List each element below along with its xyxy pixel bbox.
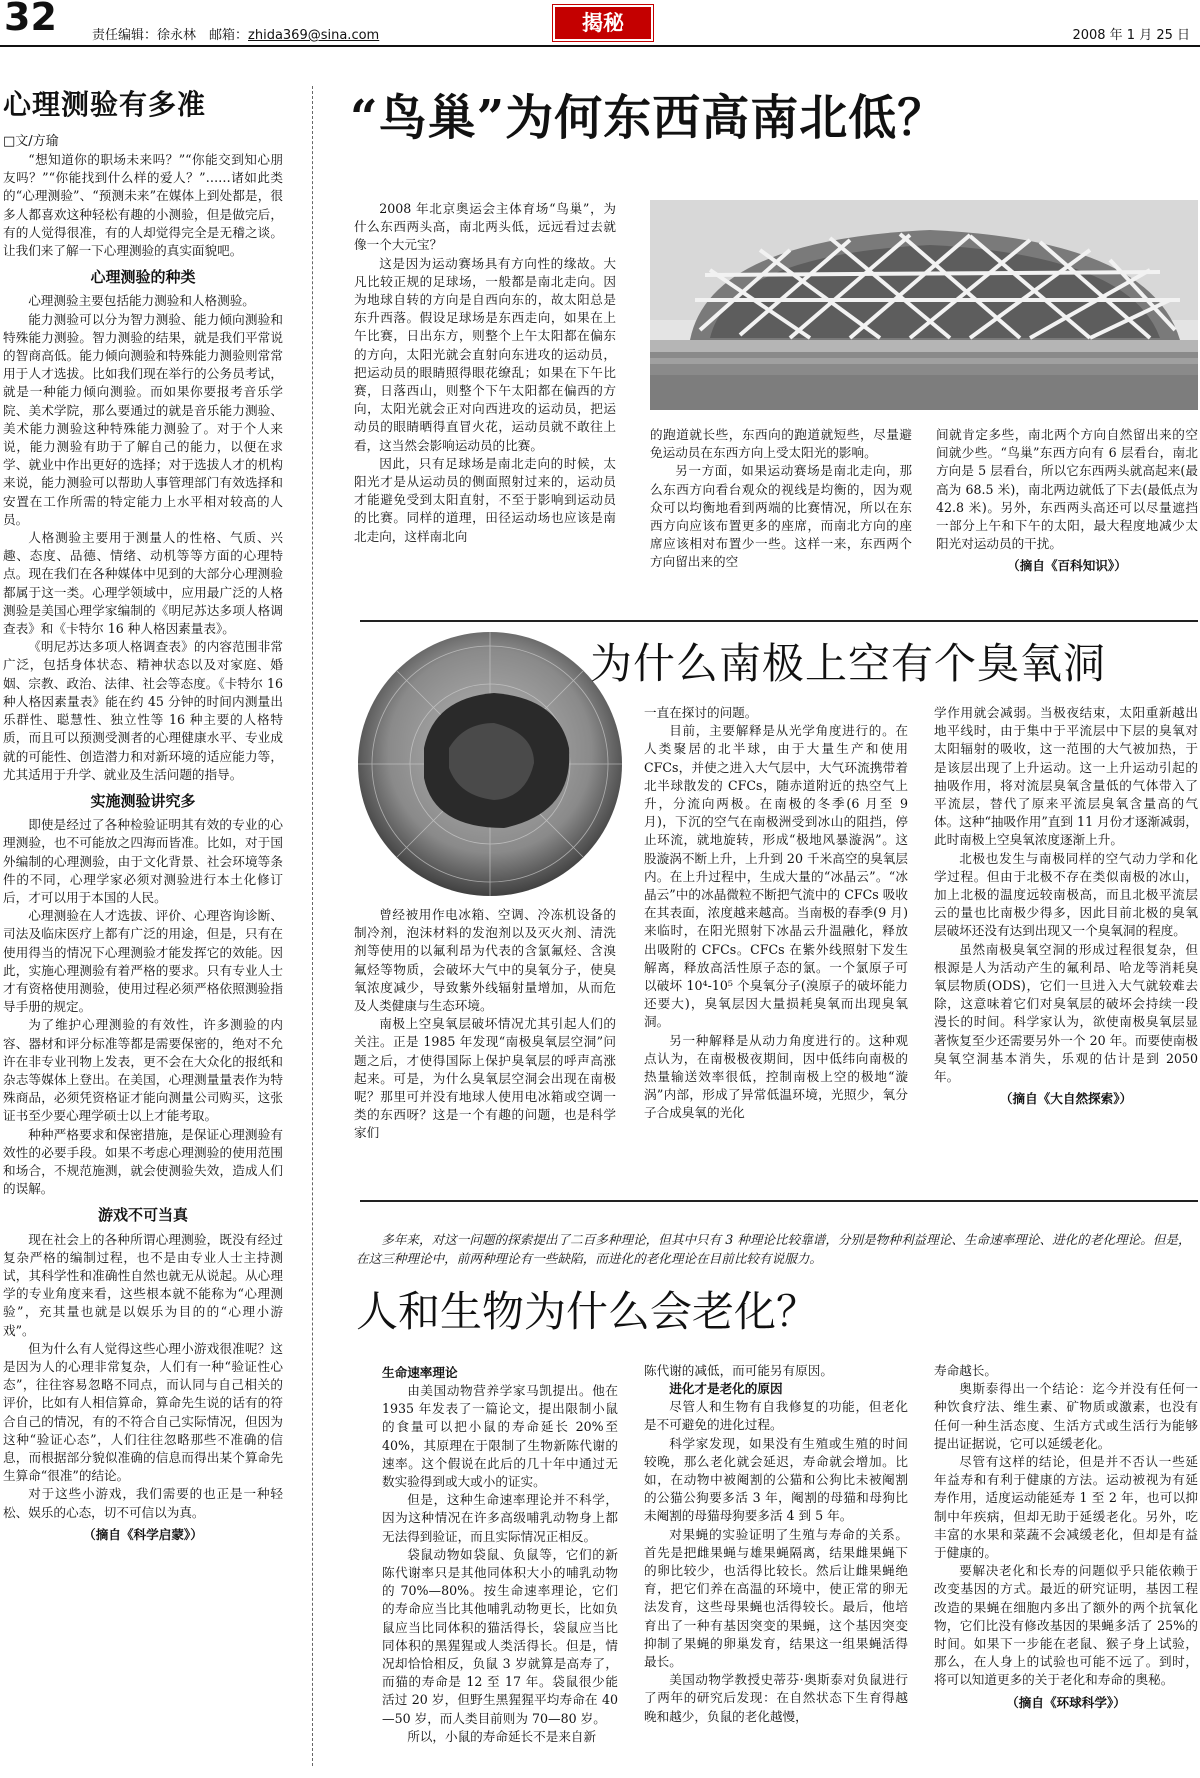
paragraph: 另一种解释是从动力角度进行的。这种观点认为，在南极极夜期间，因中低纬向南极的热量输送效率很低，控制南极上空的极地“漩涡”内部，形成了异常低温环境，光照少，氧分子合成臭氧的光化: [644, 1032, 908, 1121]
paragraph: 但是，这种生命速率理论并不科学，因为这种情况在许多高级哺乳动物身上都无法得到验证，而且实际情况正相反。: [382, 1492, 618, 1544]
left-article-title: 心理测验有多准: [3, 88, 207, 121]
article3-col1: [382, 1364, 618, 1746]
article1-col3: [936, 426, 1198, 576]
article3-col3: [934, 1362, 1198, 1712]
paragraph: 由美国动物营养学家马凯提出。他在 1935 年发表了一篇论文，提出限制小鼠的食量可以把小鼠的寿命延长 20%至 40%，其原理在于限制了生物新陈代谢的速率。这个假说在此后的几十年中通过无数实验得到或大或小的证实。: [382, 1383, 618, 1490]
paragraph: 寿命越长。: [934, 1363, 997, 1378]
article1-col1: [354, 200, 616, 546]
paragraph: 的跑道就长些，东西向的跑道就短些，尽量避免运动员在东西方向上受太阳光的影响。: [650, 427, 912, 461]
page-number: 32: [4, 0, 57, 39]
left-article-byline: □文/方瑜: [3, 134, 59, 149]
article3-intro: 多年来，对这一问题的探索提出了二百多种理论，但其中只有 3 种理论比较靠谱，分别是物种利益理论、生命速率理论、进化的老化理论。但是，在这三种理论中，前两种理论有一些缺陷，而进化的老化理论在目前比较有说服力。: [356, 1232, 1191, 1266]
header-rule: [0, 45, 1200, 47]
source-credit: （摘自《科学启蒙》）: [83, 1526, 203, 1542]
paragraph: 2008 年北京奥运会主体育场“鸟巢”，为什么东西两头高，南北两头低，远远看过去就像一个大元宝？: [354, 201, 616, 253]
paragraph: 美国动物学教授史蒂芬·奥斯泰对负鼠进行了两年的研究后发现：在自然状态下生育得越晚和越少，负鼠的老化越慢，: [644, 1672, 908, 1724]
left-column-divider: [312, 86, 313, 1766]
paragraph: 所以，小鼠的寿命延长不是来自新: [407, 1728, 597, 1744]
editor-info: [92, 24, 379, 43]
stadium-photo: [650, 200, 1198, 410]
paragraph: 人格测验主要用于测量人的性格、气质、兴趣、态度、品德、情绪、动机等等方面的心理特点。现在我们在各种媒体中见到的大部分心理测验都属于这一类。心理学领域中，应用最广泛的人格测验是美国心理学家编制的《明尼苏达多项人格调查表》和《卡特尔 16 种人格因素量表》。: [3, 530, 283, 637]
paragraph: 为了维护心理测验的有效性，许多测验的内容、器材和评分标准等都是需要保密的，绝对不允许在非专业刊物上发表，更不会在大众化的报纸和杂志等媒体上登出。在美国，心理测量量表作为特殊商品，必须凭资格证才能向测量公司购买，这张证书至少要心理学硕士以上才能考取。: [3, 1017, 283, 1124]
paragraph: 学作用就会减弱。当极夜结束，太阳重新越出地平线时，由于集中于平流层中下层的臭氧对太阳辐射的吸收，这一范围的大气被加热，于是该层出现了上升运动。这一上升运动引起的抽吸作用，将对流层臭氧含量低的气体带入了平流层，替代了原来平流层臭氧含量高的气体。这种“抽吸作用”直到 11 月份才逐渐减弱，此时南极上空臭氧浓度逐渐上升。: [934, 705, 1198, 848]
article1-title: “鸟巢”为何东西高南北低？: [350, 90, 947, 146]
bird-nest-stadium-image: [650, 200, 1198, 410]
paragraph: 尽管有这样的结论，但是并不否认一些延年益寿和有利于健康的方法。运动被视为有延寿作用，适度运动能延寿 1 至 2 年，也可以抑制中年疾病，但却无助于延缓老化。另外，吃丰富的水果和菜蔬不会减缓老化，但却是有益于健康的。: [934, 1454, 1198, 1561]
article2-bottom-rule: [360, 1200, 1198, 1202]
paragraph: 袋鼠动物如袋鼠、负鼠等，它们的新陈代谢率只是其他同体积大小的哺乳动物的 70%—80%。按生命速率理论，它们的寿命应当比其他哺乳动物更长，比如负鼠应当比同体积的猫活得长，袋鼠应当比同体积的黑猩猩或人类活得长。但是，情况却恰恰相反，负鼠 3 岁就算是高寿了，而猫的寿命是 12 至 17 年。袋鼠很少能活过 20 岁，但野生黑猩猩平均寿命在 40—50 岁，而人类目前则为 70—80 岁。: [382, 1546, 618, 1726]
article1-bottom-rule: [360, 620, 1198, 622]
paragraph: 对果蝇的实验证明了生殖与寿命的关系。首先是把雌果蝇与雄果蝇隔离，结果雌果蝇下的卵比较少，也活得比较长。然后让雌果蝇绝育，把它们养在高温的环境中，使正常的卵无法发育，这些母果蝇也活得较长。最后，他培育出了一种有基因突变的果蝇，这个基因突变抑制了果蝇的卵巢发育，结果这一组果蝇活得最长。: [644, 1526, 908, 1670]
section-badge: [553, 5, 653, 41]
source-credit: （摘自《大自然探索》）: [999, 1091, 1133, 1107]
section-label: 揭秘: [582, 11, 624, 35]
paragraph: 但为什么有人觉得这些心理小游戏很准呢？这是因为人的心理非常复杂，人们有一种“验证性心态”，往往容易忽略不同点，而认同与自己相关的评价，比如有人相信算命，算命先生说的话有的符合自己的情况，有的不符合自己实际情况，但因为这种“验证心态”，人们往往忽略那些不准确的信息，而根据部分貌似准确的信息而得出某个算命先生算命“很准”的结论。: [3, 1340, 283, 1484]
antarctic-ozone-hole-image: [354, 628, 626, 900]
paragraph: 虽然南极臭氧空洞的形成过程很复杂，但根源是人为活动产生的氟利昂、哈龙等消耗臭氧层物质(ODS)，它们一旦进入大气就较难去除，这意味着它们对臭氧层的破坏会持续一段漫长的时间。科学家认为，欲使南极臭氧层显著恢复至少还需要另外一个 20 年。而要使南极臭氧空洞基本消失，乐观的估计是到 2050 年。: [934, 941, 1198, 1085]
subheading: 心理测验的种类: [90, 268, 196, 287]
article1-col2: [650, 426, 912, 572]
paragraph: 尽管人和生物有自我修复的功能，但老化是不可避免的进化过程。: [644, 1399, 908, 1433]
paragraph: 间就肯定多些，南北两个方向自然留出来的空间就少些。“鸟巢”东西方向有 6 层看台，南北方向是 5 层看台，所以它东西两头就高起来(最高为 68.5 米)，南北两边就低了下去(最低点为 42.8 米)。另外，东西两头高还可以尽量遮挡一部分上午和下午的太阳，最大程度地减少太阳光对运动员的干扰。: [936, 427, 1198, 552]
paragraph: 要解决老化和长寿的问题似乎只能依赖于改变基因的方式。最近的研究证明，基因工程改造的果蝇在细胞内多出了额外的两个抗氧化物，它们比没有修改基因的果蝇多活了 25%的时间。如果下一步能在老鼠、猴子身上试验，那么，在人身上的试验也可能不远了。到时，将可以知道更多的关于老化和寿命的奥秘。: [934, 1563, 1198, 1688]
article2-col2: [644, 704, 908, 1123]
paragraph: 心理测验在人才选拔、评价、心理咨询诊断、司法及临床医疗上都有广泛的用途，但是，只有在使用得当的情况下心理测验才能发挥它的效能。因此，实施心理测验有着严格的要求。只有专业人士才有资格使用测验，使用过程必须严格依照测验指导手册的规定。: [3, 908, 283, 1015]
article2-col1: [354, 906, 616, 1143]
paragraph: 奥斯泰得出一个结论：迄今并没有任何一种饮食疗法、维生素、矿物质或激素，也没有任何一种生活态度、生活方式或生活行为能够提出证据说，它可以延缓老化。: [934, 1381, 1198, 1451]
ozone-globe: [354, 628, 626, 900]
subheading: 实施测验讲究多: [90, 791, 196, 810]
paragraph: 目前，主要解释是从光学角度进行的。在人类聚居的北半球，由于大量生产和使用 CFCs，并使之进入大气层中，大气环流携带着北半球散发的 CFCs，随赤道附近的热空气上升，分流向两极。在南极的冬季(6 月至 9 月)，下沉的空气在南极洲受到冰山的阻挡，停止环流，就地旋转，形成“极地风暴漩涡”。这股漩涡不断上升，上升到 20 千米高空的臭氧层内。在上升过程中，生成大量的“冰晶云”。“冰晶云”中的冰晶微粒不断把气流中的 CFCs 吸收在其表面，浓度越来越高。当南极的春季(9 月)来临时，在阳光照射下冰晶云升温融化，释放出吸附的 CFCs。CFCs 在紫外线照射下发生解离，释放高活性原子态的氯。一个氯原子可以破坏 10⁴-10⁵ 个臭氧分子(溴原子的破坏能力还要大)，臭氧层因大量损耗臭氧而出现臭氧洞。: [644, 723, 908, 1030]
paragraph: 一直在探讨的问题。: [644, 705, 758, 720]
paragraph: 南极上空臭氧层破坏情况尤其引起人们的关注。正是 1985 年发现“南极臭氧层空洞”问题之后，才使得国际上保护臭氧层的呼声高涨起来。可是，为什么臭氧层空洞会出现在南极呢？那里可并没有地球人使用电冰箱或空调一类的东西呀？这是一个有趣的问题，也是科学家们: [354, 1016, 616, 1141]
paragraph: 种种严格要求和保密措施，是保证心理测验有效性的必要手段。如果不考虑心理测验的使用范围和场合，不规范施测，就会使测验失效，造成人们的误解。: [3, 1126, 283, 1197]
editor-email[interactable]: zhida369@sina.com: [248, 28, 380, 43]
source-credit: （摘自《环球科学》）: [1006, 1694, 1126, 1710]
subheading: 生命速率理论: [382, 1365, 458, 1380]
paragraph: 现在社会上的各种所谓心理测验，既没有经过复杂严格的编制过程，也不是由专业人士主持测试，其科学性和准确性自然也就无从说起。从心理学的专业角度来看，这些根本就不能称为“心理测验”，充其量也就是以娱乐为目的的“心理小游戏”。: [3, 1231, 283, 1338]
subheading: 进化才是老化的原因: [669, 1381, 783, 1397]
article3-col2: [644, 1362, 908, 1726]
paragraph: 曾经被用作电冰箱、空调、冷冻机设备的制冷剂，泡沫材料的发泡剂以及灭火剂、清洗剂等使用的以氟利昂为代表的含氯氟烃、含溴氟烃等物质，会破坏大气中的臭氧分子，使臭氧浓度减少，导致紫外线辐射量增加，从而危及人类健康与生态环境。: [354, 907, 616, 1014]
issue-date: 2008 年 1 月 25 日: [1072, 28, 1190, 43]
paragraph: 即使是经过了各种检验证明其有效的专业的心理测验，也不可能放之四海而皆准。比如，对于国外编制的心理测验，由于文化背景、社会环境等条件的不同，心理学家必须对测验进行本土化修订后，才可以用于本国的人民。: [3, 817, 283, 905]
paragraph: 这是因为运动赛场具有方向性的缘故。大凡比较正规的足球场，一般都是南北走向。因为地球自转的方向是自西向东的，故太阳总是东升西落。假设足球场是东西走向，如果在上午比赛，日出东方，则整个上午太阳都在偏东的方向，太阳光就会直射向东进攻的运动员，把运动员的眼睛照得眼花缭乱；如果在下午比赛，日落西山，则整个下午太阳都在偏西的方向，太阳光就会正对向西进攻的运动员，把运动员的眼睛晒得直冒火花，运动员就不敢往上看，这当然会影响运动员的比赛。: [354, 255, 616, 453]
subheading: 游戏不可当真: [97, 1206, 188, 1225]
paragraph: 心理测验主要包括能力测验和人格测验。: [28, 293, 255, 309]
left-article-body: [3, 151, 283, 1544]
left-article: [3, 86, 283, 1544]
paragraph: “想知道你的职场未来吗？”“你能交到知心朋友吗？”“你能找到什么样的爱人？”……诸如此类的“心理测验”、“预测未来”在媒体上到处都是，很多人都喜欢这种轻松有趣的小测验，但是做完后，有的人觉得很准，有的人却觉得完全是无稽之谈。让我们来了解一下心理测验的真实面貌吧。: [3, 152, 283, 259]
paragraph: 因此，只有足球场是南北走向的时候，太阳光才是从运动员的侧面照射过来的，运动员才能避免受到太阳直射，不至于影响到运动员的比赛。同样的道理，田径运动场也应该是南北走向，这样南北向: [354, 455, 616, 544]
paragraph: 另一方面，如果运动赛场是南北走向，那么东西方向看台观众的视线是均衡的，因为观众可以均衡地看到两端的比赛情况，所以在东西方向应该布置更多的座席，而南北方向的座席应该相对布置少一些。这样一来，东西两个方向留出来的空: [650, 463, 912, 570]
article2-title: 为什么南极上空有个臭氧洞: [590, 639, 1107, 688]
paragraph: 《明尼苏达多项人格调查表》的内容范围非常广泛，包括身体状态、精神状态以及对家庭、婚姻、宗教、政治、法律、社会等态度。《卡特尔 16 种人格因素量表》能在约 45 分钟的时间内测量出乐群性、聪慧性、独立性等 16 种主要的人格特质，而且可以预测受测者的心理健康水平、专业成就的可能性、创造潜力和对新环境的适应能力等，尤其适用于升学、就业及生活问题的指导。: [3, 639, 283, 782]
article2-col3: [934, 704, 1198, 1108]
paragraph: 对于这些小游戏，我们需要的也正是一种轻松、娱乐的心态，切不可信以为真。: [3, 1486, 283, 1520]
paragraph: 北极也发生与南极同样的空气动力学和化学过程。但由于北极不存在类似南极的冰山，加上北极的温度远较南极高，而且北极平流层云的量也比南极少得多，因此目前北极的臭氧层破坏还没有达到出现又一个臭氧洞的程度。: [934, 850, 1198, 939]
article3-title: 人和生物为什么会老化？: [356, 1287, 819, 1336]
editor-label: 责任编辑：徐永林 邮箱：: [92, 28, 249, 43]
paragraph: 能力测验可以分为智力测验、能力倾向测验和特殊能力测验。智力测验的结果，就是我们平常说的智商高低。能力倾向测验和特殊能力测验则常常用于人才选拔。比如我们现在举行的公务员考试，就是一种能力倾向测验。而如果你要报考音乐学院、美术学院，那么要通过的就是音乐能力测验、美术能力测验这种特殊能力测验了。对于个人来说，能力测验有助于了解自己的能力，以便在求学、就业中作出更好的选择；对于选拔人才的机构来说，能力测验可以帮助人事管理部门有效选择和安置在工作所需的特定能力上水平相对较高的人员。: [3, 311, 283, 527]
paragraph: 陈代谢的减低，而可能另有原因。: [644, 1363, 833, 1378]
source-credit: （摘自《百科知识》）: [1007, 558, 1127, 574]
paragraph: 科学家发现，如果没有生殖或生殖的时间较晚，那么老化就会延迟，寿命就会增加。比如，在动物中被阉割的公猫和公狗比未被阉割的公猫公狗要多活 3 年，阉割的母猫和母狗比未阉割的母猫母狗要多活 4 到 5 年。: [644, 1435, 908, 1524]
